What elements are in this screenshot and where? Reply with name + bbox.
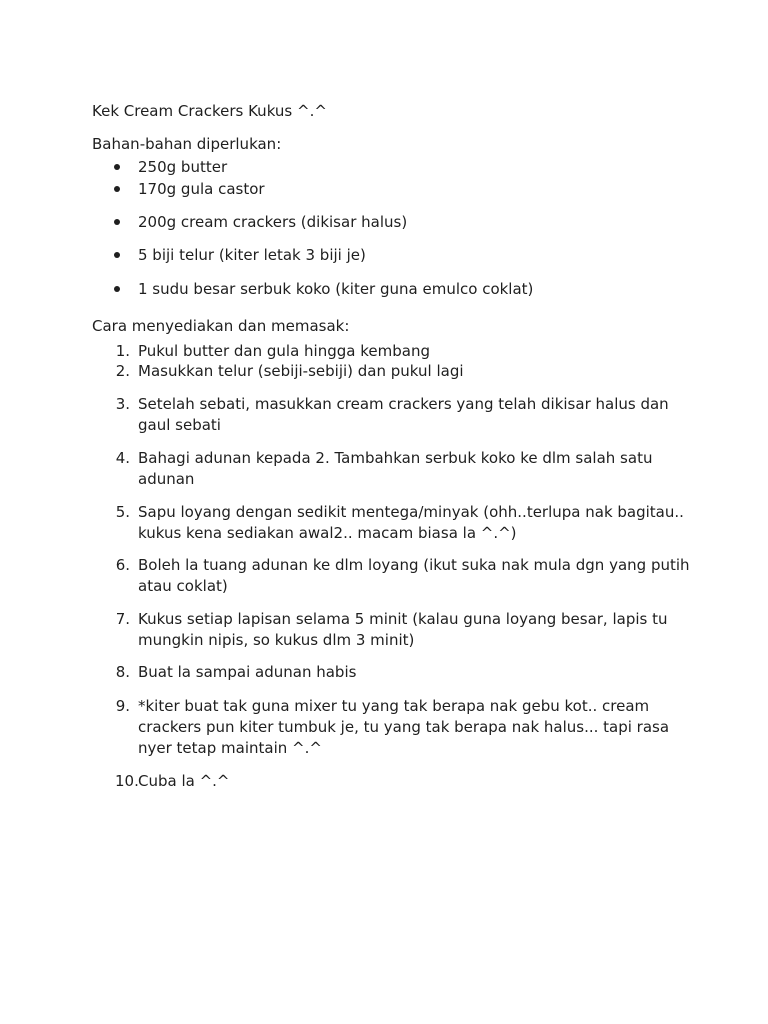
step-line: adunan bbox=[138, 470, 195, 488]
step-line: Sapu loyang dengan sedikit mentega/minyak (ohh..terlupa nak bagitau.. bbox=[138, 503, 684, 521]
step-text bbox=[138, 662, 698, 683]
step-line: Cuba la ^.^ bbox=[138, 772, 230, 790]
ingredient-text: 5 biji telur (kiter letak 3 biji je) bbox=[138, 246, 366, 264]
bullet-icon bbox=[114, 219, 120, 225]
step-text bbox=[138, 771, 698, 792]
step-text bbox=[138, 394, 698, 436]
step-line: Kukus setiap lapisan selama 5 minit (kalau guna loyang besar, lapis tu bbox=[138, 610, 668, 628]
method-heading: Cara menyediakan dan memasak: bbox=[92, 317, 350, 335]
step-line: Setelah sebati, masukkan cream crackers yang telah dikisar halus dan bbox=[138, 395, 669, 413]
step-number: 1. bbox=[115, 342, 130, 360]
step-line: Pukul butter dan gula hingga kembang bbox=[138, 342, 430, 360]
step-line: Masukkan telur (sebiji-sebiji) dan pukul lagi bbox=[138, 362, 464, 380]
step-line: mungkin nipis, so kukus dlm 3 minit) bbox=[138, 631, 415, 649]
step-text bbox=[138, 609, 698, 651]
ingredient-text: 200g cream crackers (dikisar halus) bbox=[138, 213, 408, 231]
step-text bbox=[138, 502, 698, 544]
step-number: 8. bbox=[115, 663, 130, 681]
step-line: nyer tetap maintain ^.^ bbox=[138, 739, 322, 757]
ingredient-text: 250g butter bbox=[138, 158, 228, 176]
step-number: 2. bbox=[115, 362, 130, 380]
step-number: 6. bbox=[115, 556, 130, 574]
ingredients-heading: Bahan-bahan diperlukan: bbox=[92, 135, 282, 153]
step-number: 5. bbox=[115, 503, 130, 521]
step-number: 9. bbox=[115, 697, 130, 715]
step-number: 4. bbox=[115, 449, 130, 467]
step-number: 7. bbox=[115, 610, 130, 628]
step-line: atau coklat) bbox=[138, 577, 228, 595]
step-line: Boleh la tuang adunan ke dlm loyang (ikut suka nak mula dgn yang putih bbox=[138, 556, 690, 574]
bullet-icon bbox=[114, 186, 120, 192]
ingredient-text: 170g gula castor bbox=[138, 180, 265, 198]
step-line: crackers pun kiter tumbuk je, tu yang tak berapa nak halus... tapi rasa bbox=[138, 718, 670, 736]
step-text bbox=[138, 696, 698, 759]
step-line: Buat la sampai adunan habis bbox=[138, 663, 357, 681]
step-line: *kiter buat tak guna mixer tu yang tak berapa nak gebu kot.. cream bbox=[138, 697, 650, 715]
ingredient-text: 1 sudu besar serbuk koko (kiter guna emulco coklat) bbox=[138, 280, 534, 298]
bullet-icon bbox=[114, 286, 120, 292]
step-number: 3. bbox=[115, 395, 130, 413]
bullet-icon bbox=[114, 164, 120, 170]
step-line: Bahagi adunan kepada 2. Tambahkan serbuk koko ke dlm salah satu bbox=[138, 449, 653, 467]
bullet-icon bbox=[114, 252, 120, 258]
step-line: kukus kena sediakan awal2.. macam biasa la ^.^) bbox=[138, 524, 517, 542]
step-number: 10. bbox=[115, 772, 139, 790]
step-text bbox=[138, 361, 698, 382]
step-text bbox=[138, 555, 698, 597]
step-line: gaul sebati bbox=[138, 416, 221, 434]
recipe-title: Kek Cream Crackers Kukus ^.^ bbox=[92, 102, 327, 120]
step-text bbox=[138, 448, 698, 490]
step-text bbox=[138, 341, 698, 362]
